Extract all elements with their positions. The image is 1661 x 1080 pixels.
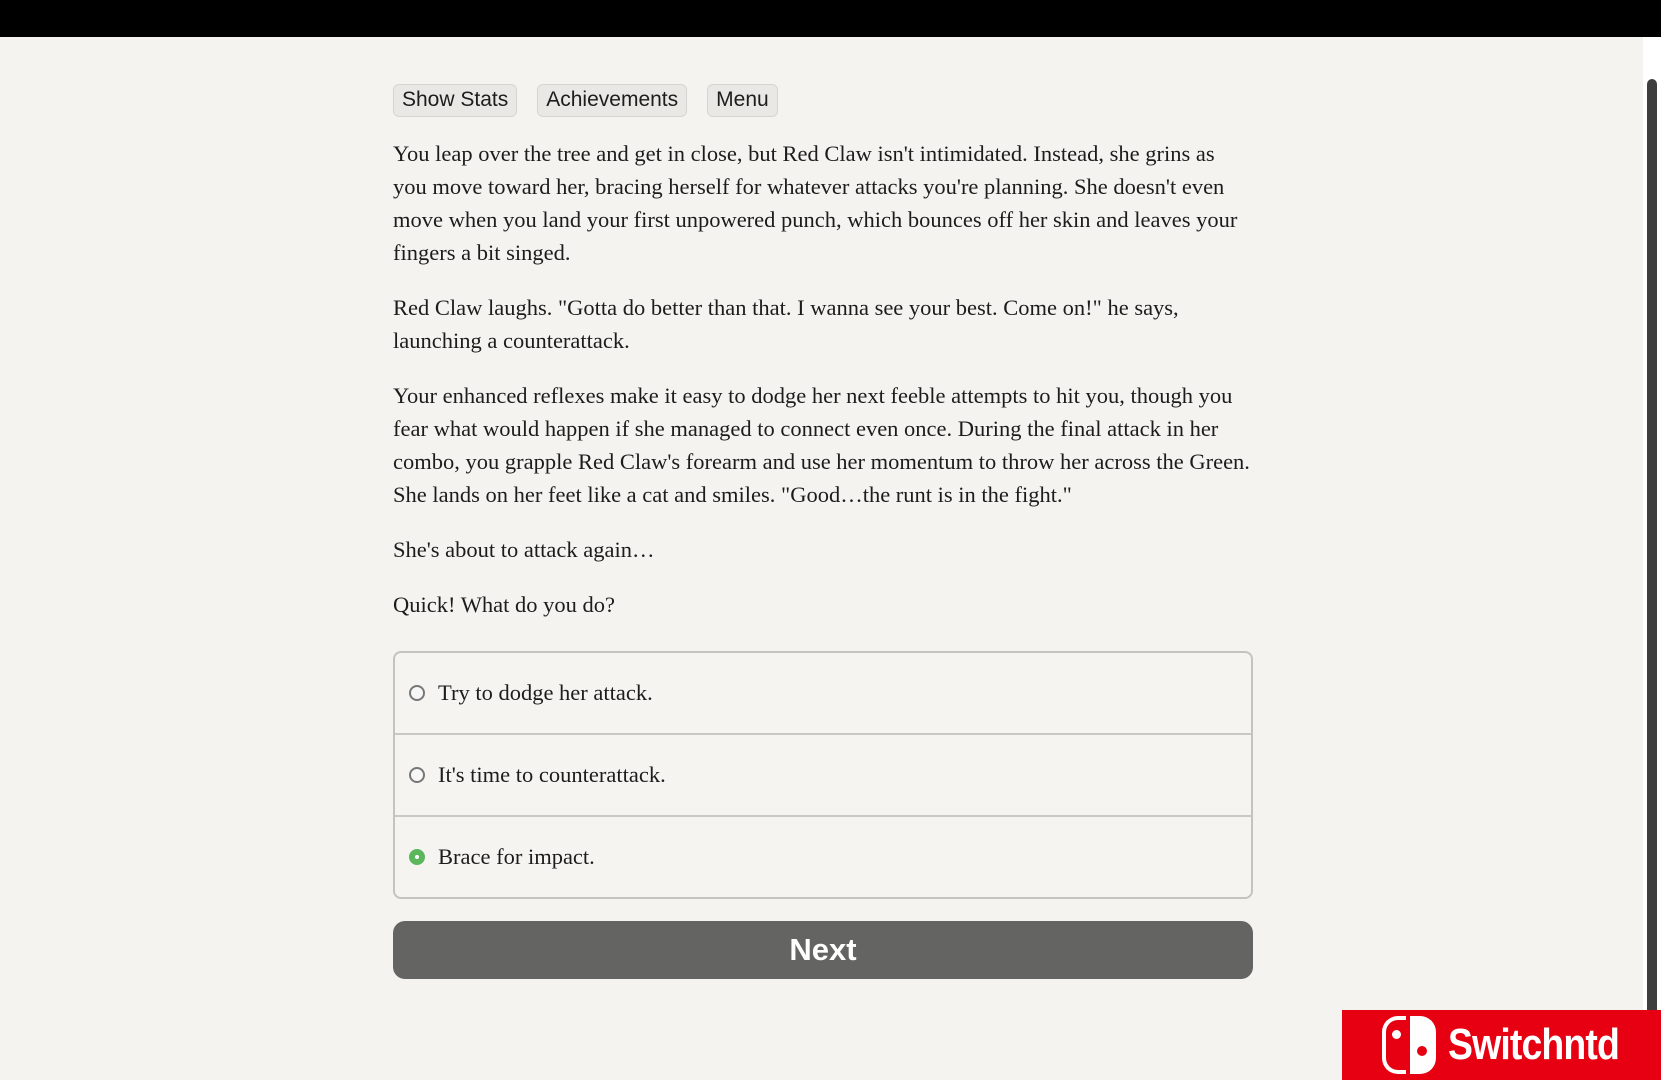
achievements-button[interactable]: Achievements — [537, 84, 687, 117]
radio-button[interactable] — [409, 849, 425, 865]
choice-option-brace[interactable] — [395, 817, 1251, 897]
next-button[interactable]: Next — [393, 921, 1253, 979]
story-passage — [393, 137, 1253, 621]
nav-buttons — [393, 84, 1253, 117]
choice-option-dodge[interactable] — [395, 653, 1251, 735]
choice-label: Try to dodge her attack. — [438, 680, 653, 705]
radio-button[interactable] — [409, 767, 425, 783]
top-bar — [0, 0, 1661, 37]
menu-button[interactable]: Menu — [707, 84, 778, 117]
game-content — [393, 84, 1253, 979]
passage-paragraph: Quick! What do you do? — [393, 592, 616, 617]
passage-paragraph: Red Claw laughs. "Gotta do better than that. I wanna see your best. Come on!" he says, launching a counterattack. — [393, 295, 1179, 353]
choice-label: Brace for impact. — [438, 844, 595, 869]
passage-paragraph: Your enhanced reflexes make it easy to dodge her next feeble attempts to hit you, though you fear what would happen if she managed to connect even once. During the final attack in her combo, you grapple Red Claw's forearm and use her momentum to throw her across the Green. She lands on her feet like a cat and smiles. "Good…the runt is in the fight." — [393, 383, 1250, 507]
choice-option-counterattack[interactable] — [395, 735, 1251, 817]
passage-paragraph: She's about to attack again… — [393, 537, 655, 562]
scrollbar-track[interactable] — [1643, 37, 1661, 1080]
passage-paragraph: You leap over the tree and get in close, but Red Claw isn't intimidated. Instead, she grins as you move toward her, bracing herself for whatever attacks you're planning. She doesn't even move when you land your first unpowered punch, which bounces off her skin and leaves your fingers a bit singed. — [393, 141, 1238, 265]
show-stats-button[interactable]: Show Stats — [393, 84, 517, 117]
choice-label: It's time to counterattack. — [438, 762, 666, 787]
radio-button[interactable] — [409, 685, 425, 701]
scrollbar-thumb[interactable] — [1647, 79, 1657, 1047]
watermark-text: Switchntd — [1448, 1020, 1620, 1069]
choice-list — [393, 651, 1253, 899]
watermark — [1342, 1010, 1661, 1080]
nintendo-switch-icon — [1382, 1016, 1440, 1074]
